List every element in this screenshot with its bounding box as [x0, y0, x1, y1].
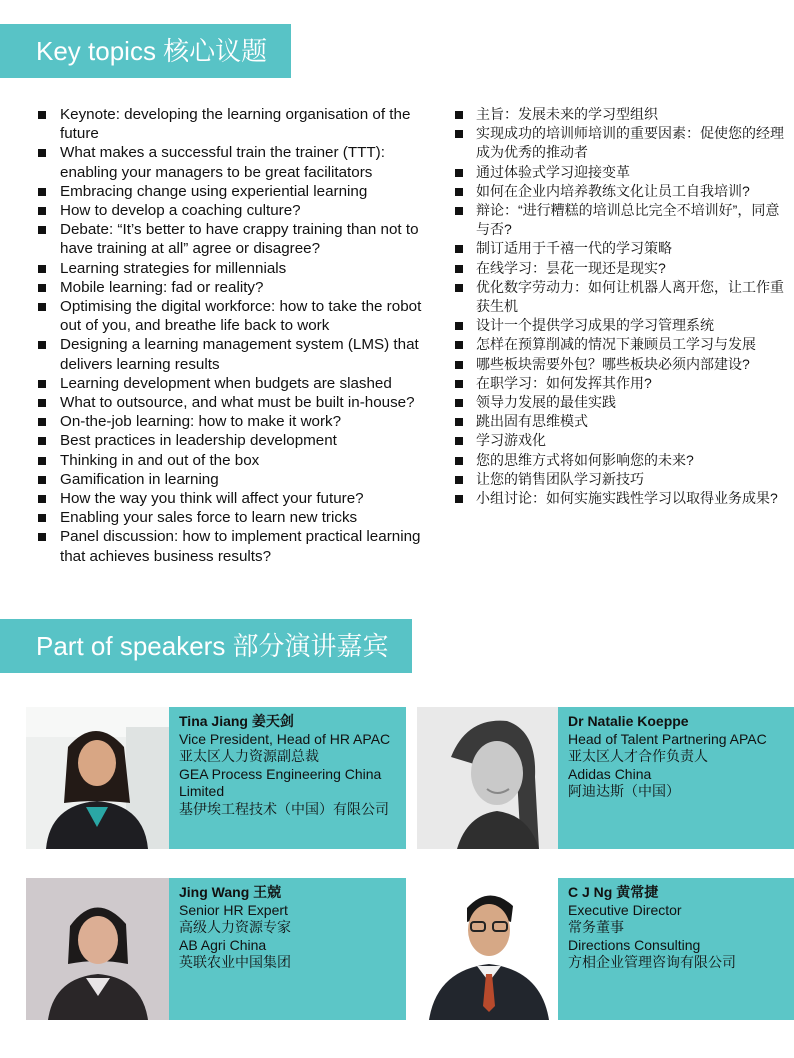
speaker-card: [417, 707, 794, 849]
speaker-company-zh: 基伊埃工程技术（中国）有限公司: [179, 800, 389, 817]
speaker-company: Directions Consulting: [568, 936, 701, 953]
speaker-company: AB Agri China: [179, 936, 267, 953]
speaker-photo: [26, 707, 169, 849]
speaker-title: Senior HR Expert: [179, 901, 288, 918]
topic-item: Embracing change using experiential learning: [36, 182, 436, 201]
topic-item: Keynote: developing the learning organisation of the future: [36, 105, 436, 143]
topic-item: 通过体验式学习迎接变革: [452, 163, 788, 182]
topic-item: What makes a successful train the trainer (TTT): enabling your managers to be great facilitators: [36, 143, 436, 181]
speaker-company: Adidas China: [568, 765, 652, 782]
speaker-info: [169, 707, 406, 849]
speaker-company: GEA Process Engineering China Limited: [179, 765, 382, 799]
topics-list-chinese: [452, 105, 788, 508]
speaker-card: [26, 707, 406, 849]
speaker-name: Tina Jiang 姜天剑: [179, 713, 294, 729]
topic-item: 制订适用于千禧一代的学习策略: [452, 239, 788, 258]
topic-item: How the way you think will affect your future?: [36, 489, 436, 508]
speaker-title-zh: 高级人力资源专家: [179, 919, 291, 935]
speaker-info: [169, 878, 406, 1020]
topic-item: Mobile learning: fad or reality?: [36, 278, 436, 297]
speaker-title: Executive Director: [568, 901, 682, 918]
topic-item: On-the-job learning: how to make it work?: [36, 412, 436, 431]
speaker-company-zh: 阿迪达斯（中国）: [568, 783, 680, 799]
speaker-card: [417, 878, 794, 1020]
speaker-title-zh: 亚太区人才合作负责人: [568, 748, 708, 764]
speaker-company-zh: 方相企业管理咨询有限公司: [568, 954, 736, 970]
topic-item: 在线学习：昙花一现还是现实?: [452, 259, 788, 278]
topic-item: 实现成功的培训师培训的重要因素：促使您的经理成为优秀的推动者: [452, 124, 788, 162]
topic-item: Panel discussion: how to implement practical learning that achieves business results?: [36, 527, 436, 565]
topic-item: 小组讨论：如何实施实践性学习以取得业务成果?: [452, 489, 788, 508]
topic-item: Learning development when budgets are slashed: [36, 374, 436, 393]
topics-list-english: [36, 105, 436, 566]
topic-item: 让您的销售团队学习新技巧: [452, 470, 788, 489]
topic-item: 优化数字劳动力：如何让机器人离开您，让工作重获生机: [452, 278, 788, 316]
topic-item: 设计一个提供学习成果的学习管理系统: [452, 316, 788, 335]
topic-item: 跳出固有思维模式: [452, 412, 788, 431]
speaker-name: Dr Natalie Koeppe: [568, 713, 689, 729]
speaker-photo: [417, 878, 559, 1020]
topic-item: 主旨：发展未来的学习型组织: [452, 105, 788, 124]
topic-item: 哪些板块需要外包？哪些板块必须内部建设?: [452, 355, 788, 374]
topic-item: How to develop a coaching culture?: [36, 201, 436, 220]
speakers-heading: Part of speakers 部分演讲嘉宾: [0, 619, 412, 673]
speaker-name: C J Ng 黄常捷: [568, 884, 659, 900]
topic-item: Learning strategies for millennials: [36, 259, 436, 278]
speaker-info: [558, 878, 794, 1020]
speaker-photo: [26, 878, 169, 1020]
topic-item: Thinking in and out of the box: [36, 451, 436, 470]
topic-item: 学习游戏化: [452, 431, 788, 450]
topic-item: 如何在企业内培养教练文化让员工自我培训?: [452, 182, 788, 201]
topic-item: Enabling your sales force to learn new tricks: [36, 508, 436, 527]
key-topics-heading: Key topics 核心议题: [0, 24, 291, 78]
speaker-name: Jing Wang 王兢: [179, 884, 282, 900]
topic-item: Designing a learning management system (LMS) that delivers learning results: [36, 335, 436, 373]
speaker-info: [558, 707, 794, 849]
topic-item: 辩论：“进行糟糕的培训总比完全不培训好”，同意与否?: [452, 201, 788, 239]
speaker-photo: [417, 707, 559, 849]
topic-item: 领导力发展的最佳实践: [452, 393, 788, 412]
speaker-title: Vice President, Head of HR APAC: [179, 730, 391, 747]
speaker-title-zh: 亚太区人力资源副总裁: [179, 748, 319, 764]
topic-item: Gamification in learning: [36, 470, 436, 489]
topic-item: Best practices in leadership development: [36, 431, 436, 450]
topic-item: 您的思维方式将如何影响您的未来?: [452, 451, 788, 470]
speaker-title: Head of Talent Partnering APAC: [568, 730, 767, 747]
speaker-company-zh: 英联农业中国集团: [179, 954, 291, 970]
topic-item: 在职学习：如何发挥其作用?: [452, 374, 788, 393]
speaker-title-zh: 常务董事: [568, 919, 624, 935]
topic-item: Optimising the digital workforce: how to take the robot out of you, and breathe life back to work: [36, 297, 436, 335]
speaker-card: [26, 878, 406, 1020]
topic-item: 怎样在预算削减的情况下兼顾员工学习与发展: [452, 335, 788, 354]
topic-item: What to outsource, and what must be built in-house?: [36, 393, 436, 412]
topic-item: Debate: “It’s better to have crappy training than not to have training at all” agree or disagree?: [36, 220, 436, 258]
